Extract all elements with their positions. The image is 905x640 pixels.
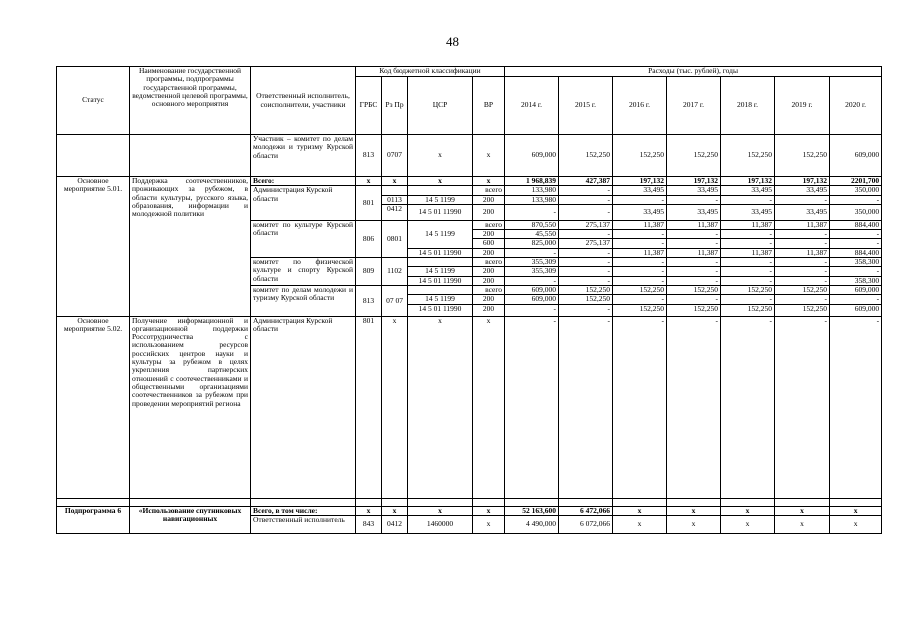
table-row: Основное мероприятие 5.01. Поддержка соотечественников, проживающих за рубежом, в области культуры, русского языка, образования, информации и молодежной политики Всего: х х х х 1 968,839 427,387 197,132 197,132 197,132 197,132 2201,700 [57,177,882,186]
executor-cell: комитет по культуре Курской области [251,220,356,257]
table-row: Ответственный исполнитель 843 0412 1460000 х 4 490,000 6 072,066 х х х х х [57,515,882,533]
table-row: 0113 14 5 1199 200 133,980 - - - - - - [57,195,882,204]
header-kbk: Код бюджетной классификации [356,67,505,77]
status-cell: Основное мероприятие 5.01. [57,177,130,317]
table-row: 14 5 01 11990 200 - - 11,387 11,387 11,387 11,387 884,400 [57,248,882,257]
executor-cell: Участник – комитет по делам молодежи и туризму Курской области [251,135,356,177]
header-year: 2018 г. [721,77,775,135]
table-row: комитет по физической культуре и спорту Курской области 809 1102 всего 355,309 - - - - - 358,300 [57,258,882,267]
header-name: Наименование государственной программы, подпрограммы государственной программы, ведомственной целевой программы, основного мероприятия [130,67,251,135]
header-year: 2015 г. [559,77,613,135]
header-year: 2016 г. [613,77,667,135]
table-row: 200 45,550 - - - - - - [57,230,882,239]
name-cell: Поддержка соотечественников, проживающих за рубежом, в области культуры, русского языка, образования, информации и молодежной политики [130,177,251,317]
header-expenses: Расходы (тыс. рублей), годы [505,67,882,77]
table-row [57,498,882,506]
header-csr: ЦСР [408,77,473,135]
executor-cell: Администрация Курской области [251,316,356,498]
executor-cell: Администрация Курской области [251,186,356,221]
page-number: 48 [446,34,459,49]
header-grbs: ГРБС [356,77,382,135]
table-row: 14 5 1199 200 609,000 152,250 - - - - - [57,295,882,304]
header-year: 2020 г. [830,77,882,135]
executor-cell: комитет по делам молодежи и туризму Курской области [251,285,356,316]
table-row: 600 825,000 275,137 - - - - - [57,239,882,248]
status-cell: Подпрограмма 6 [57,506,130,533]
header-executor: Ответственный исполнитель, соисполнители, участники [251,67,356,135]
table-row: комитет по делам молодежи и туризму Курской области 813 07 07 всего 609,000 152,250 152,250 152,250 152,250 152,250 609,000 [57,285,882,294]
header-vr: ВР [473,77,505,135]
header-status: Статус [57,67,130,135]
table-row: Подпрограмма 6 «Использование спутниковых навигационных Всего, в том числе: х х х х 52 163,600 6 472,066 х х х х х [57,506,882,515]
header-rzpr: Рз Пр [382,77,408,135]
table-row: 0412 14 5 01 11990 200 - - 33,495 33,495 33,495 33,495 350,000 [57,204,882,220]
header-row-1 [57,67,882,77]
status-cell: Основное мероприятие 5.02. [57,316,130,498]
table-row: Основное мероприятие 5.02. Получение информационной и организационной поддержки Россотрудничества с использованием ресурсов российских центров науки и культуры за рубежом в целях укрепления партнерских отношений с соотечественниками и общественными организациями соотечественников за рубежом при проведении мероприятий региона Администрация Курской области 801 х х х - - - - - - - [57,316,882,498]
table-row: 14 5 1199 200 355,309 - - - - - - [57,267,882,276]
executor-cell: комитет по физической культуре и спорту Курской области [251,258,356,286]
table-row: Администрация Курской области 801 всего 133,980 - 33,495 33,495 33,495 33,495 350,000 [57,186,882,195]
table-row: 14 5 01 11990 200 - - 152,250 152,250 152,250 152,250 609,000 [57,304,882,316]
name-cell: «Использование спутниковых навигационных [130,506,251,533]
table-row: Участник – комитет по делам молодежи и туризму Курской области 813 0707 х х 609,000 152,250 152,250 152,250 152,250 152,250 609,000 [57,135,882,177]
header-year: 2019 г. [775,77,830,135]
budget-table [56,66,882,534]
header-year: 2014 г. [505,77,559,135]
table-row: 14 5 01 11990 200 - - - - - - 358,300 [57,276,882,285]
table-row: комитет по культуре Курской области 806 0801 14 5 1199 всего 870,550 275,137 11,387 11,387 11,387 11,387 884,400 [57,220,882,229]
name-cell: Получение информационной и организационной поддержки Россотрудничества с использованием ресурсов российских центров науки и культуры за рубежом в целях укрепления партнерских отношений с соотечественниками и общественными организациями соотечественников за рубежом при проведении мероприятий региона [130,316,251,498]
header-year: 2017 г. [667,77,721,135]
